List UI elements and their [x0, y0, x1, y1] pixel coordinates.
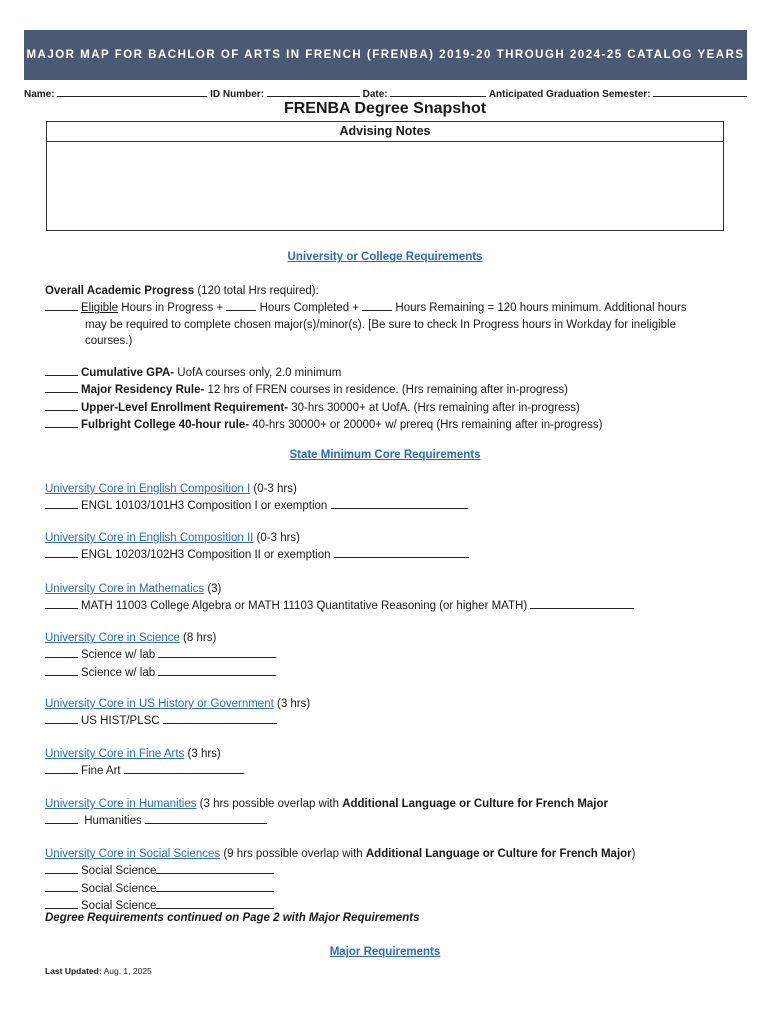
progress-title: Overall Academic Progress — [45, 285, 195, 297]
core-social-hrs: (9 hrs possible overlap with — [220, 848, 366, 860]
student-info-row — [24, 87, 747, 100]
core-social-title[interactable]: University Core in Social Sciences — [45, 848, 221, 860]
eligible-label: Eligible — [81, 302, 119, 315]
core-comp1-hrs: (0-3 hrs) — [250, 483, 297, 495]
core-humanities — [45, 796, 735, 830]
rule-text: 30-hrs 30000+ at UofA. (Hrs remaining after in-progress) — [288, 401, 580, 414]
name-label: Name: — [24, 89, 55, 100]
checkbox-blank[interactable] — [45, 399, 78, 411]
checkbox-blank[interactable] — [45, 812, 78, 824]
continued-note: Degree Requirements continued on Page 2 with Major Requirements — [45, 912, 420, 924]
course-field[interactable] — [158, 646, 276, 658]
core-finearts-item: Fine Art — [81, 765, 121, 778]
checkbox-blank[interactable] — [45, 664, 78, 676]
core-history-item: US HIST/PLSC — [81, 715, 160, 728]
checkbox-blank[interactable] — [45, 762, 78, 774]
course-field[interactable] — [145, 812, 267, 824]
rule-item — [45, 399, 735, 416]
core-comp1-title[interactable]: University Core in English Composition I — [45, 483, 251, 495]
checkbox-blank[interactable] — [45, 381, 78, 393]
checkbox-blank[interactable] — [45, 880, 78, 892]
course-field[interactable] — [158, 664, 276, 676]
core-science-hrs: (8 hrs) — [179, 632, 217, 644]
hours-remaining-blank[interactable] — [362, 299, 392, 311]
progress-line-3: courses.) — [85, 335, 133, 348]
rules-block — [45, 364, 735, 434]
core-science-item: Science w/ lab — [81, 666, 156, 679]
core-history-hrs: (3 hrs) — [273, 698, 311, 710]
checkbox-blank[interactable] — [45, 646, 78, 658]
core-humanities-title[interactable]: University Core in Humanities — [45, 798, 197, 810]
course-field[interactable] — [156, 897, 274, 909]
core-social-overlap: Additional Language or Culture for French Major — [365, 848, 632, 860]
checkbox-blank[interactable] — [45, 712, 78, 724]
core-comp2-title[interactable]: University Core in English Composition II — [45, 532, 254, 544]
last-updated — [45, 966, 152, 976]
advising-notes-box[interactable] — [46, 121, 724, 231]
checkbox-blank[interactable] — [45, 416, 78, 428]
graduation-semester-field[interactable] — [653, 87, 747, 97]
academic-progress-block — [45, 283, 735, 350]
checkbox-blank[interactable] — [45, 546, 78, 558]
core-social-item: Social Science — [81, 882, 157, 895]
hours-remaining-label: Hours Remaining = 120 hours minimum. Additional hours — [392, 302, 687, 315]
checkbox-blank[interactable] — [45, 299, 78, 311]
id-label: ID Number: — [210, 89, 265, 100]
rule-text: UofA courses only, 2.0 minimum — [174, 367, 342, 379]
core-science-item: Science w/ lab — [81, 649, 156, 662]
rule-bold: Fulbright College 40-hour rule- — [81, 419, 250, 432]
course-field[interactable] — [156, 862, 274, 874]
core-science-title[interactable]: University Core in Science — [45, 632, 180, 644]
core-science — [45, 630, 735, 681]
core-history — [45, 696, 735, 730]
rule-item — [45, 381, 735, 398]
core-comp1 — [45, 481, 735, 515]
hours-completed-blank[interactable] — [226, 299, 256, 311]
rule-text: 12 hrs of FREN courses in residence. (Hrs remaining after in-progress) — [204, 384, 569, 397]
progress-title-suffix: (120 total Hrs required): — [194, 285, 319, 297]
core-finearts — [45, 746, 735, 780]
course-field[interactable] — [334, 546, 469, 558]
hours-completed-label: Hours Completed + — [256, 302, 363, 315]
name-field[interactable] — [57, 87, 207, 97]
rule-bold: Upper-Level Enrollment Requirement- — [81, 401, 289, 414]
date-label: Date: — [362, 89, 388, 100]
rule-item — [45, 416, 735, 433]
course-field[interactable] — [163, 712, 277, 724]
checkbox-blank[interactable] — [45, 897, 78, 909]
core-humanities-hrs: (3 hrs possible overlap with — [196, 798, 343, 810]
course-field[interactable] — [530, 597, 634, 609]
major-requirements-link[interactable]: Major Requirements — [329, 946, 441, 958]
core-history-title[interactable]: University Core in US History or Government — [45, 698, 274, 710]
last-updated-label: Last Updated: — [45, 966, 102, 976]
snapshot-title: FRENBA Degree Snapshot — [283, 100, 487, 117]
rule-item — [45, 364, 735, 381]
rule-bold: Cumulative GPA- — [81, 367, 175, 379]
course-field[interactable] — [124, 762, 244, 774]
core-math-hrs: (3) — [204, 583, 222, 595]
core-comp1-item: ENGL 10103/101H3 Composition I or exemption — [81, 500, 328, 513]
core-social-item: Social Science — [81, 900, 157, 913]
core-finearts-title[interactable]: University Core in Fine Arts — [45, 748, 185, 760]
hours-in-progress-label: Hours in Progress + — [118, 302, 227, 315]
last-updated-value: Aug. 1, 2025 — [101, 966, 152, 976]
banner-title: MAJOR MAP FOR BACHLOR OF ARTS IN FRENCH (FRENBA) 2019-20 THROUGH 2024-25 CATALOG YEARS — [26, 49, 745, 61]
checkbox-blank[interactable] — [45, 364, 78, 376]
core-humanities-overlap: Additional Language or Culture for French Major — [342, 798, 608, 810]
checkbox-blank[interactable] — [45, 597, 78, 609]
progress-line-2: may be required to complete chosen major(s)/minor(s). [Be sure to check In Progress hours in Workday for ineligible — [85, 318, 677, 331]
advising-notes-label: Advising Notes — [47, 122, 723, 142]
date-field[interactable] — [390, 87, 486, 97]
core-math-title[interactable]: University Core in Mathematics — [45, 583, 205, 595]
rule-bold: Major Residency Rule- — [81, 384, 205, 397]
checkbox-blank[interactable] — [45, 862, 78, 874]
id-number-field[interactable] — [267, 87, 360, 97]
university-requirements-link[interactable]: University or College Requirements — [287, 251, 483, 263]
semester-label: Anticipated Graduation Semester: — [488, 89, 651, 100]
rule-text: 40-hrs 30000+ or 20000+ w/ prereq (Hrs remaining after in-progress) — [249, 419, 603, 432]
core-social-item: Social Science — [81, 865, 157, 878]
page-banner — [24, 30, 747, 80]
checkbox-blank[interactable] — [45, 497, 78, 509]
core-comp2 — [45, 530, 735, 564]
course-field[interactable] — [331, 497, 468, 509]
core-comp2-hrs: (0-3 hrs) — [253, 532, 301, 544]
core-social — [45, 846, 735, 915]
state-core-link[interactable]: State Minimum Core Requirements — [289, 449, 481, 461]
core-humanities-item: Humanities — [84, 815, 142, 828]
core-social-close: ) — [631, 848, 636, 860]
course-field[interactable] — [156, 880, 274, 892]
core-math-item: MATH 11003 College Algebra or MATH 11103 Quantitative Reasoning (or higher MATH) — [81, 600, 528, 613]
core-math — [45, 581, 735, 615]
core-finearts-hrs: (3 hrs) — [184, 748, 221, 760]
core-comp2-item: ENGL 10203/102H3 Composition II or exemption — [81, 549, 331, 562]
